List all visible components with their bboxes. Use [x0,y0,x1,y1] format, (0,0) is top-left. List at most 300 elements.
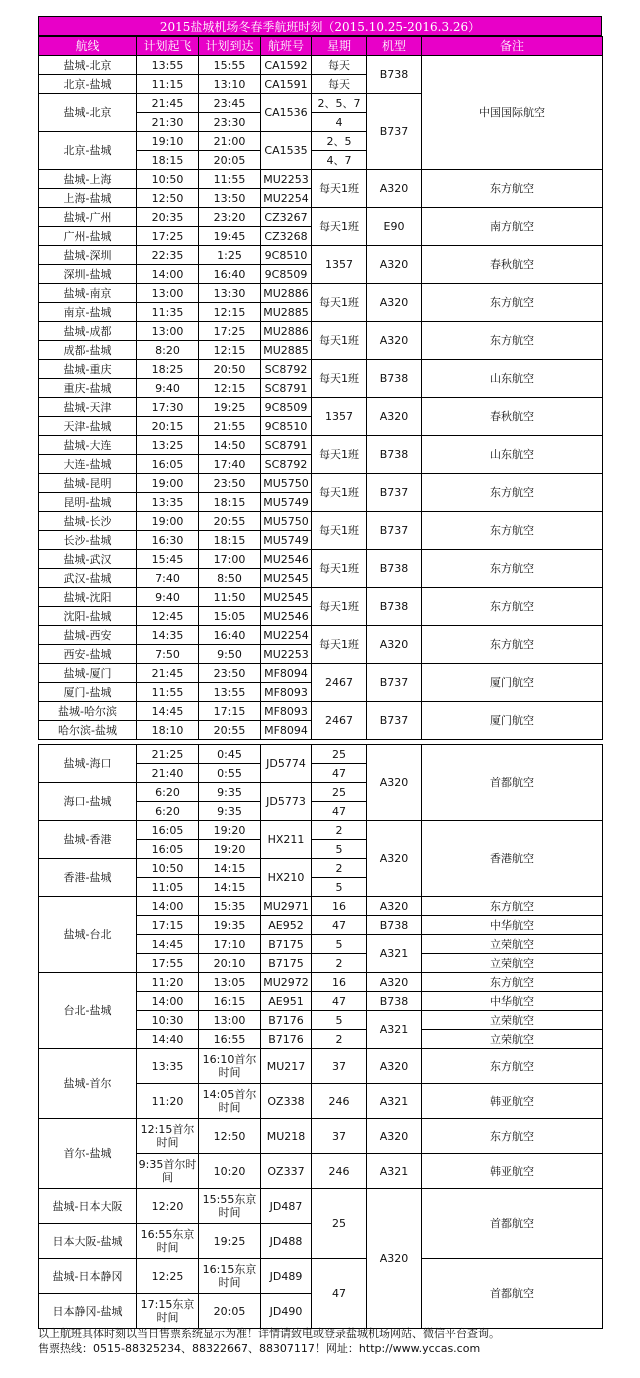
route-cell: 上海-盐城 [39,189,137,208]
flight-cell: HX210 [261,859,312,897]
weekday-cell: 每天1班 [312,284,367,322]
table-row [39,588,603,607]
route-cell: 日本静冈-盐城 [39,1294,137,1329]
departure-cell: 19:10 [137,132,199,151]
departure-cell: 11:05 [137,878,199,897]
departure-cell: 16:55东京时间 [137,1224,199,1259]
remarks-cell: 韩亚航空 [422,1084,603,1119]
departure-cell: 7:50 [137,645,199,664]
table-row [39,1119,603,1154]
arrival-cell: 19:20 [199,840,261,859]
remarks-cell: 东方航空 [422,322,603,360]
departure-cell: 14:40 [137,1030,199,1049]
flight-cell: MU5749 [261,493,312,512]
flight-cell: SC8791 [261,379,312,398]
departure-cell: 13:35 [137,1049,199,1084]
route-cell: 昆明-盐城 [39,493,137,512]
aircraft-cell: A321 [367,1084,422,1119]
weekday-cell: 5 [312,935,367,954]
weekday-cell: 2、5 [312,132,367,151]
departure-cell: 16:05 [137,821,199,840]
remarks-cell: 香港航空 [422,821,603,897]
remarks-cell: 东方航空 [422,170,603,208]
route-cell: 盐城-成都 [39,322,137,341]
table-row [39,322,603,341]
arrival-cell: 13:55 [199,683,261,702]
arrival-cell: 11:50 [199,588,261,607]
departure-cell: 11:55 [137,683,199,702]
weekday-cell: 每天1班 [312,170,367,208]
arrival-cell: 23:50 [199,474,261,493]
regional-international-schedule-table [38,744,603,1329]
flight-cell: SC8792 [261,360,312,379]
flight-cell: OZ338 [261,1084,312,1119]
table-row [39,284,603,303]
flight-cell: MU2545 [261,569,312,588]
aircraft-cell: B737 [367,664,422,702]
weekday-cell: 25 [312,745,367,764]
table-row [39,398,603,417]
arrival-cell: 13:30 [199,284,261,303]
route-cell: 盐城-厦门 [39,664,137,683]
table-row [39,512,603,531]
flight-cell: MF8093 [261,683,312,702]
arrival-cell: 14:05首尔时间 [199,1084,261,1119]
departure-cell: 14:45 [137,702,199,721]
departure-cell: 21:30 [137,113,199,132]
departure-cell: 12:15首尔时间 [137,1119,199,1154]
departure-cell: 15:45 [137,550,199,569]
table-row [39,474,603,493]
route-cell: 盐城-首尔 [39,1049,137,1119]
route-cell: 北京-盐城 [39,132,137,170]
remarks-cell: 东方航空 [422,284,603,322]
departure-cell: 16:05 [137,840,199,859]
departure-cell: 21:45 [137,664,199,683]
flight-cell: AE951 [261,992,312,1011]
arrival-cell: 20:55 [199,721,261,740]
flight-cell: MU2971 [261,897,312,916]
route-cell: 盐城-北京 [39,94,137,132]
route-cell: 大连-盐城 [39,455,137,474]
departure-cell: 14:45 [137,935,199,954]
arrival-cell: 11:55 [199,170,261,189]
arrival-cell: 17:00 [199,550,261,569]
weekday-cell: 每天 [312,75,367,94]
flight-cell: CA1536 [261,94,312,132]
arrival-cell: 9:35 [199,802,261,821]
remarks-cell: 立荣航空 [422,1011,603,1030]
route-cell: 日本大阪-盐城 [39,1224,137,1259]
flight-cell: JD5774 [261,745,312,783]
remarks-cell: 首都航空 [422,745,603,821]
departure-cell: 13:35 [137,493,199,512]
flight-cell: MU5750 [261,474,312,493]
departure-cell: 9:35首尔时间 [137,1154,199,1189]
route-cell: 西安-盐城 [39,645,137,664]
arrival-cell: 20:05 [199,1294,261,1329]
route-cell: 盐城-昆明 [39,474,137,493]
weekday-cell: 5 [312,878,367,897]
arrival-cell: 14:50 [199,436,261,455]
table-row [39,897,603,916]
departure-cell: 17:55 [137,954,199,973]
table-row [39,550,603,569]
aircraft-cell: B737 [367,512,422,550]
departure-cell: 16:05 [137,455,199,474]
remarks-cell: 东方航空 [422,973,603,992]
departure-cell: 9:40 [137,588,199,607]
route-cell: 长沙-盐城 [39,531,137,550]
arrival-cell: 12:15 [199,341,261,360]
weekday-cell: 1357 [312,246,367,284]
weekday-cell: 4、7 [312,151,367,170]
arrival-cell: 19:25 [199,1224,261,1259]
weekday-cell: 47 [312,916,367,935]
aircraft-cell: A320 [367,284,422,322]
departure-cell: 21:25 [137,745,199,764]
weekday-cell: 每天1班 [312,322,367,360]
arrival-cell: 13:00 [199,1011,261,1030]
weekday-cell: 16 [312,897,367,916]
route-cell: 首尔-盐城 [39,1119,137,1189]
route-cell: 盐城-台北 [39,897,137,973]
table-row [39,702,603,721]
departure-cell: 21:40 [137,764,199,783]
flight-cell: 9C8510 [261,246,312,265]
flight-cell: JD487 [261,1189,312,1224]
flight-cell: MU2545 [261,588,312,607]
departure-cell: 19:00 [137,474,199,493]
departure-cell: 21:45 [137,94,199,113]
flight-cell: CA1592 [261,56,312,75]
departure-cell: 20:35 [137,208,199,227]
arrival-cell: 18:15 [199,493,261,512]
arrival-cell: 19:25 [199,398,261,417]
weekday-cell: 每天1班 [312,626,367,664]
footer-disclaimer: 以上航班具体时刻以当日售票系统显示为准！详情请致电或登录盐城机场网站、微信平台查询。 [38,1327,500,1340]
header-departure: 计划起飞 [137,37,199,56]
remarks-cell: 山东航空 [422,436,603,474]
route-cell: 盐城-西安 [39,626,137,645]
weekday-cell: 每天1班 [312,208,367,246]
flight-cell: CA1535 [261,132,312,170]
flight-cell: 9C8509 [261,265,312,284]
departure-cell: 12:45 [137,607,199,626]
arrival-cell: 17:25 [199,322,261,341]
departure-cell: 17:15 [137,916,199,935]
arrival-cell: 12:15 [199,379,261,398]
aircraft-cell: B738 [367,56,422,94]
departure-cell: 12:25 [137,1259,199,1294]
arrival-cell: 21:55 [199,417,261,436]
table-row [39,626,603,645]
aircraft-cell: A321 [367,1011,422,1049]
route-cell: 香港-盐城 [39,859,137,897]
arrival-cell: 20:55 [199,512,261,531]
arrival-cell: 19:20 [199,821,261,840]
departure-cell: 7:40 [137,569,199,588]
table-row [39,208,603,227]
route-cell: 盐城-香港 [39,821,137,859]
arrival-cell: 12:50 [199,1119,261,1154]
route-cell: 盐城-大连 [39,436,137,455]
aircraft-cell: A320 [367,973,422,992]
table-row [39,1049,603,1084]
aircraft-cell: A320 [367,1119,422,1154]
arrival-cell: 15:35 [199,897,261,916]
remarks-cell: 厦门航空 [422,664,603,702]
departure-cell: 20:15 [137,417,199,436]
table-row [39,170,603,189]
arrival-cell: 15:55东京时间 [199,1189,261,1224]
aircraft-cell: B737 [367,94,422,170]
flight-cell: MF8094 [261,721,312,740]
route-cell: 盐城-深圳 [39,246,137,265]
schedule-title: 2015盐城机场冬春季航班时刻（2015.10.25-2016.3.26） [38,16,602,36]
flight-cell: MU2885 [261,303,312,322]
weekday-cell: 246 [312,1084,367,1119]
aircraft-cell: B737 [367,702,422,740]
arrival-cell: 15:05 [199,607,261,626]
departure-cell: 22:35 [137,246,199,265]
departure-cell: 17:25 [137,227,199,246]
flight-cell: OZ337 [261,1154,312,1189]
departure-cell: 17:30 [137,398,199,417]
table-row [39,745,603,764]
weekday-cell: 47 [312,802,367,821]
remarks-cell: 东方航空 [422,626,603,664]
table-row [39,246,603,265]
departure-cell: 11:15 [137,75,199,94]
departure-cell: 18:25 [137,360,199,379]
arrival-cell: 16:10首尔时间 [199,1049,261,1084]
arrival-cell: 20:05 [199,151,261,170]
flight-cell: B7176 [261,1011,312,1030]
table-header-row [39,37,603,56]
arrival-cell: 14:15 [199,878,261,897]
remarks-cell: 春秋航空 [422,398,603,436]
table-row [39,56,603,75]
weekday-cell: 37 [312,1119,367,1154]
weekday-cell: 每天1班 [312,360,367,398]
remarks-cell: 立荣航空 [422,1030,603,1049]
route-cell: 武汉-盐城 [39,569,137,588]
footer-hotline: 售票热线：0515-88325234、88322667、88307117！网址：http://www.yccas.com [38,1342,481,1355]
arrival-cell: 10:20 [199,1154,261,1189]
departure-cell: 11:20 [137,973,199,992]
arrival-cell: 23:45 [199,94,261,113]
route-cell: 台北-盐城 [39,973,137,1049]
arrival-cell: 13:10 [199,75,261,94]
weekday-cell: 2、5、7 [312,94,367,113]
route-cell: 广州-盐城 [39,227,137,246]
route-cell: 盐城-上海 [39,170,137,189]
departure-cell: 17:15东京时间 [137,1294,199,1329]
route-cell: 盐城-北京 [39,56,137,75]
remarks-cell: 东方航空 [422,1119,603,1154]
aircraft-cell: A320 [367,170,422,208]
aircraft-cell: A320 [367,322,422,360]
departure-cell: 9:40 [137,379,199,398]
flight-cell: MF8094 [261,664,312,683]
route-cell: 厦门-盐城 [39,683,137,702]
arrival-cell: 18:15 [199,531,261,550]
flight-cell: MU2546 [261,607,312,626]
arrival-cell: 19:45 [199,227,261,246]
weekday-cell: 37 [312,1049,367,1084]
header-weekday: 星期 [312,37,367,56]
flight-cell: MU2253 [261,645,312,664]
arrival-cell: 16:15东京时间 [199,1259,261,1294]
route-cell: 盐城-武汉 [39,550,137,569]
flight-cell: MU2254 [261,626,312,645]
domestic-schedule-table [38,36,603,740]
departure-cell: 12:20 [137,1189,199,1224]
route-cell: 盐城-海口 [39,745,137,783]
weekday-cell: 16 [312,973,367,992]
flight-cell: MU217 [261,1049,312,1084]
arrival-cell: 20:50 [199,360,261,379]
departure-cell: 6:20 [137,783,199,802]
schedule-sheet [38,16,602,1329]
arrival-cell: 23:20 [199,208,261,227]
weekday-cell: 2467 [312,664,367,702]
departure-cell: 11:20 [137,1084,199,1119]
weekday-cell: 每天1班 [312,474,367,512]
remarks-cell: 立荣航空 [422,954,603,973]
flight-cell: 9C8509 [261,398,312,417]
aircraft-cell: A320 [367,1049,422,1084]
arrival-cell: 8:50 [199,569,261,588]
arrival-cell: 0:45 [199,745,261,764]
departure-cell: 14:35 [137,626,199,645]
arrival-cell: 16:40 [199,626,261,645]
aircraft-cell: A321 [367,1154,422,1189]
table-row [39,1259,603,1294]
aircraft-cell: B738 [367,916,422,935]
header-aircraft: 机型 [367,37,422,56]
route-cell: 盐城-天津 [39,398,137,417]
aircraft-cell: B737 [367,474,422,512]
departure-cell: 12:50 [137,189,199,208]
route-cell: 盐城-广州 [39,208,137,227]
flight-cell: MU218 [261,1119,312,1154]
weekday-cell: 每天 [312,56,367,75]
aircraft-cell: B738 [367,360,422,398]
remarks-cell: 首都航空 [422,1189,603,1259]
route-cell: 成都-盐城 [39,341,137,360]
weekday-cell: 25 [312,783,367,802]
route-cell: 盐城-哈尔滨 [39,702,137,721]
flight-cell: JD489 [261,1259,312,1294]
table-row [39,664,603,683]
flight-cell: MU2254 [261,189,312,208]
arrival-cell: 23:30 [199,113,261,132]
aircraft-cell: B738 [367,588,422,626]
departure-cell: 13:55 [137,56,199,75]
flight-cell: MF8093 [261,702,312,721]
flight-cell: CA1591 [261,75,312,94]
weekday-cell: 2 [312,1030,367,1049]
arrival-cell: 17:10 [199,935,261,954]
header-route: 航线 [39,37,137,56]
flight-cell: JD5773 [261,783,312,821]
departure-cell: 18:15 [137,151,199,170]
arrival-cell: 13:05 [199,973,261,992]
route-cell: 海口-盐城 [39,783,137,821]
arrival-cell: 16:55 [199,1030,261,1049]
route-cell: 盐城-沈阳 [39,588,137,607]
flight-cell: CZ3268 [261,227,312,246]
weekday-cell: 47 [312,1259,367,1329]
weekday-cell: 2 [312,859,367,878]
weekday-cell: 5 [312,1011,367,1030]
flight-cell: MU2546 [261,550,312,569]
departure-cell: 10:30 [137,1011,199,1030]
arrival-cell: 20:10 [199,954,261,973]
flight-cell: MU5749 [261,531,312,550]
aircraft-cell: E90 [367,208,422,246]
route-cell: 哈尔滨-盐城 [39,721,137,740]
flight-cell: SC8791 [261,436,312,455]
table-row [39,821,603,840]
route-cell: 盐城-南京 [39,284,137,303]
arrival-cell: 14:15 [199,859,261,878]
aircraft-cell: A320 [367,246,422,284]
remarks-cell: 东方航空 [422,550,603,588]
arrival-cell: 23:50 [199,664,261,683]
remarks-cell: 厦门航空 [422,702,603,740]
weekday-cell: 47 [312,992,367,1011]
table-row [39,1189,603,1224]
weekday-cell: 5 [312,840,367,859]
flight-cell: MU2886 [261,284,312,303]
remarks-cell: 中华航空 [422,992,603,1011]
route-cell: 盐城-重庆 [39,360,137,379]
flight-cell: MU2972 [261,973,312,992]
flight-cell: 9C8510 [261,417,312,436]
remarks-cell: 山东航空 [422,360,603,398]
departure-cell: 14:00 [137,992,199,1011]
weekday-cell: 每天1班 [312,512,367,550]
weekday-cell: 47 [312,764,367,783]
route-cell: 北京-盐城 [39,75,137,94]
departure-cell: 11:35 [137,303,199,322]
weekday-cell: 4 [312,113,367,132]
arrival-cell: 16:40 [199,265,261,284]
arrival-cell: 15:55 [199,56,261,75]
flight-cell: MU2885 [261,341,312,360]
remarks-cell: 东方航空 [422,588,603,626]
arrival-cell: 1:25 [199,246,261,265]
weekday-cell: 25 [312,1189,367,1259]
table-row [39,436,603,455]
departure-cell: 13:00 [137,322,199,341]
weekday-cell: 2 [312,954,367,973]
arrival-cell: 12:15 [199,303,261,322]
weekday-cell: 每天1班 [312,550,367,588]
footer-notes [38,1326,500,1356]
departure-cell: 10:50 [137,170,199,189]
aircraft-cell: A321 [367,935,422,973]
arrival-cell: 16:15 [199,992,261,1011]
departure-cell: 19:00 [137,512,199,531]
header-flight-number: 航班号 [261,37,312,56]
departure-cell: 13:25 [137,436,199,455]
remarks-cell: 东方航空 [422,512,603,550]
flight-cell: B7175 [261,935,312,954]
